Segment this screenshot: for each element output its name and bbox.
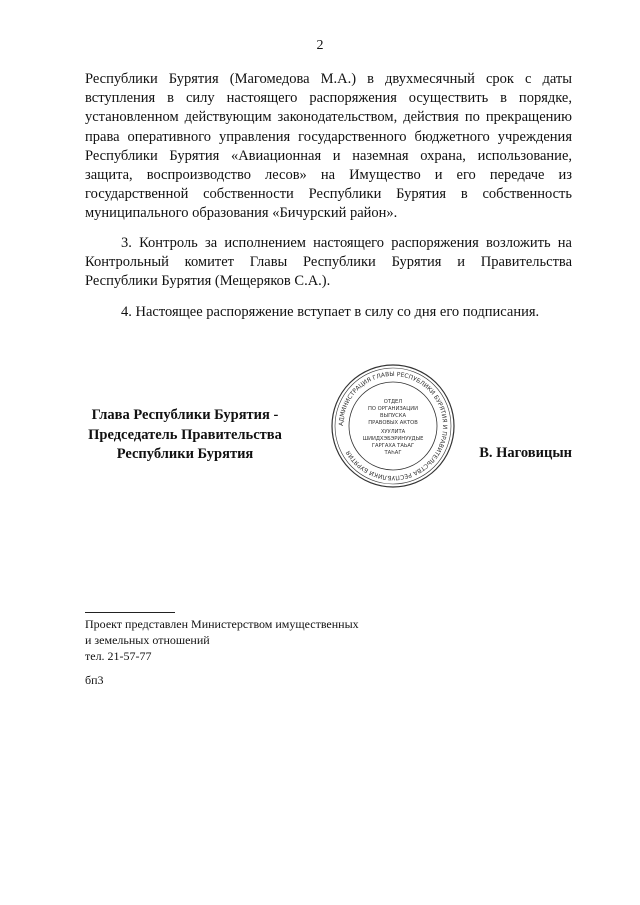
seal-inner-text: ПО ОРГАНИЗАЦИИ (367, 406, 419, 412)
seal-inner-text: ПРАВОВЫХ АКТОВ (368, 420, 418, 426)
seal-inner-text: ВЫПУСКА (379, 413, 407, 419)
seal-inner-text: ОТДЕЛ (383, 399, 403, 405)
footnote-line: Проект представлен Министерством имущественных (85, 617, 359, 631)
seal-inner-text: ХУУЛИТА (380, 429, 406, 435)
footnote (85, 616, 359, 664)
seal-inner-text: ГАРГАХА ТАЬАГ (371, 443, 415, 449)
seal-inner-text: ТАҺАГ (384, 450, 402, 456)
item-3-paragraph (85, 234, 572, 292)
seal-ring-text: АДМИНИСТРАЦИЯ ГЛАВЫ РЕСПУБЛИКИ БУРЯТИЯ И ПРАВИТЕЛЬСТВА РЕСПУБЛИКИ БУРЯТИЯ (337, 370, 449, 482)
continuation-paragraph (85, 70, 572, 224)
signatory-title-line: Глава Республики Бурятия - (91, 407, 279, 423)
item-4-paragraph (85, 303, 572, 322)
document-code: бп3 (85, 673, 104, 687)
footnote-phone: тел. 21-57-77 (85, 649, 152, 663)
page-number: 2 (316, 38, 324, 53)
footnote-line: и земельных отношений (85, 633, 210, 647)
signatory-title-line: Председатель Правительства (88, 426, 282, 443)
paragraph-text: Республики Бурятия (Магомедова М.А.) в двухмесячный срок с даты вступления в силу настоящего распоряжения осуществить в порядке, установленном действующим законодательством, действия по прекращению права оперативного управления государственного бюджетного учреждения Республики Бурятия «Авиационная и наземная охрана, использование, защита, воспроизводство лесов» на Имущество и его передаче из государственной собственности Республики Бурятия в собственность муниципального образования «Бичурский район». (85, 71, 572, 222)
official-seal-stamp (330, 363, 456, 489)
paragraph-text: 4. Настоящее распоряжение вступает в силу со дня его подписания. (121, 304, 540, 320)
paragraph-text: 3. Контроль за исполнением настоящего распоряжения возложить на Контрольный комитет Главы Республики Бурятия и Правительства Республики Бурятия (Мещеряков С.А.). (85, 235, 572, 290)
signatory-name: В. Наговицын (479, 445, 572, 461)
signatory-title (84, 406, 286, 465)
footnote-divider (85, 612, 175, 613)
seal-inner-text: ШИИДХЭБЭРИНУУДЫЕ (362, 436, 424, 442)
signatory-title-line: Республики Бурятия (116, 446, 254, 462)
